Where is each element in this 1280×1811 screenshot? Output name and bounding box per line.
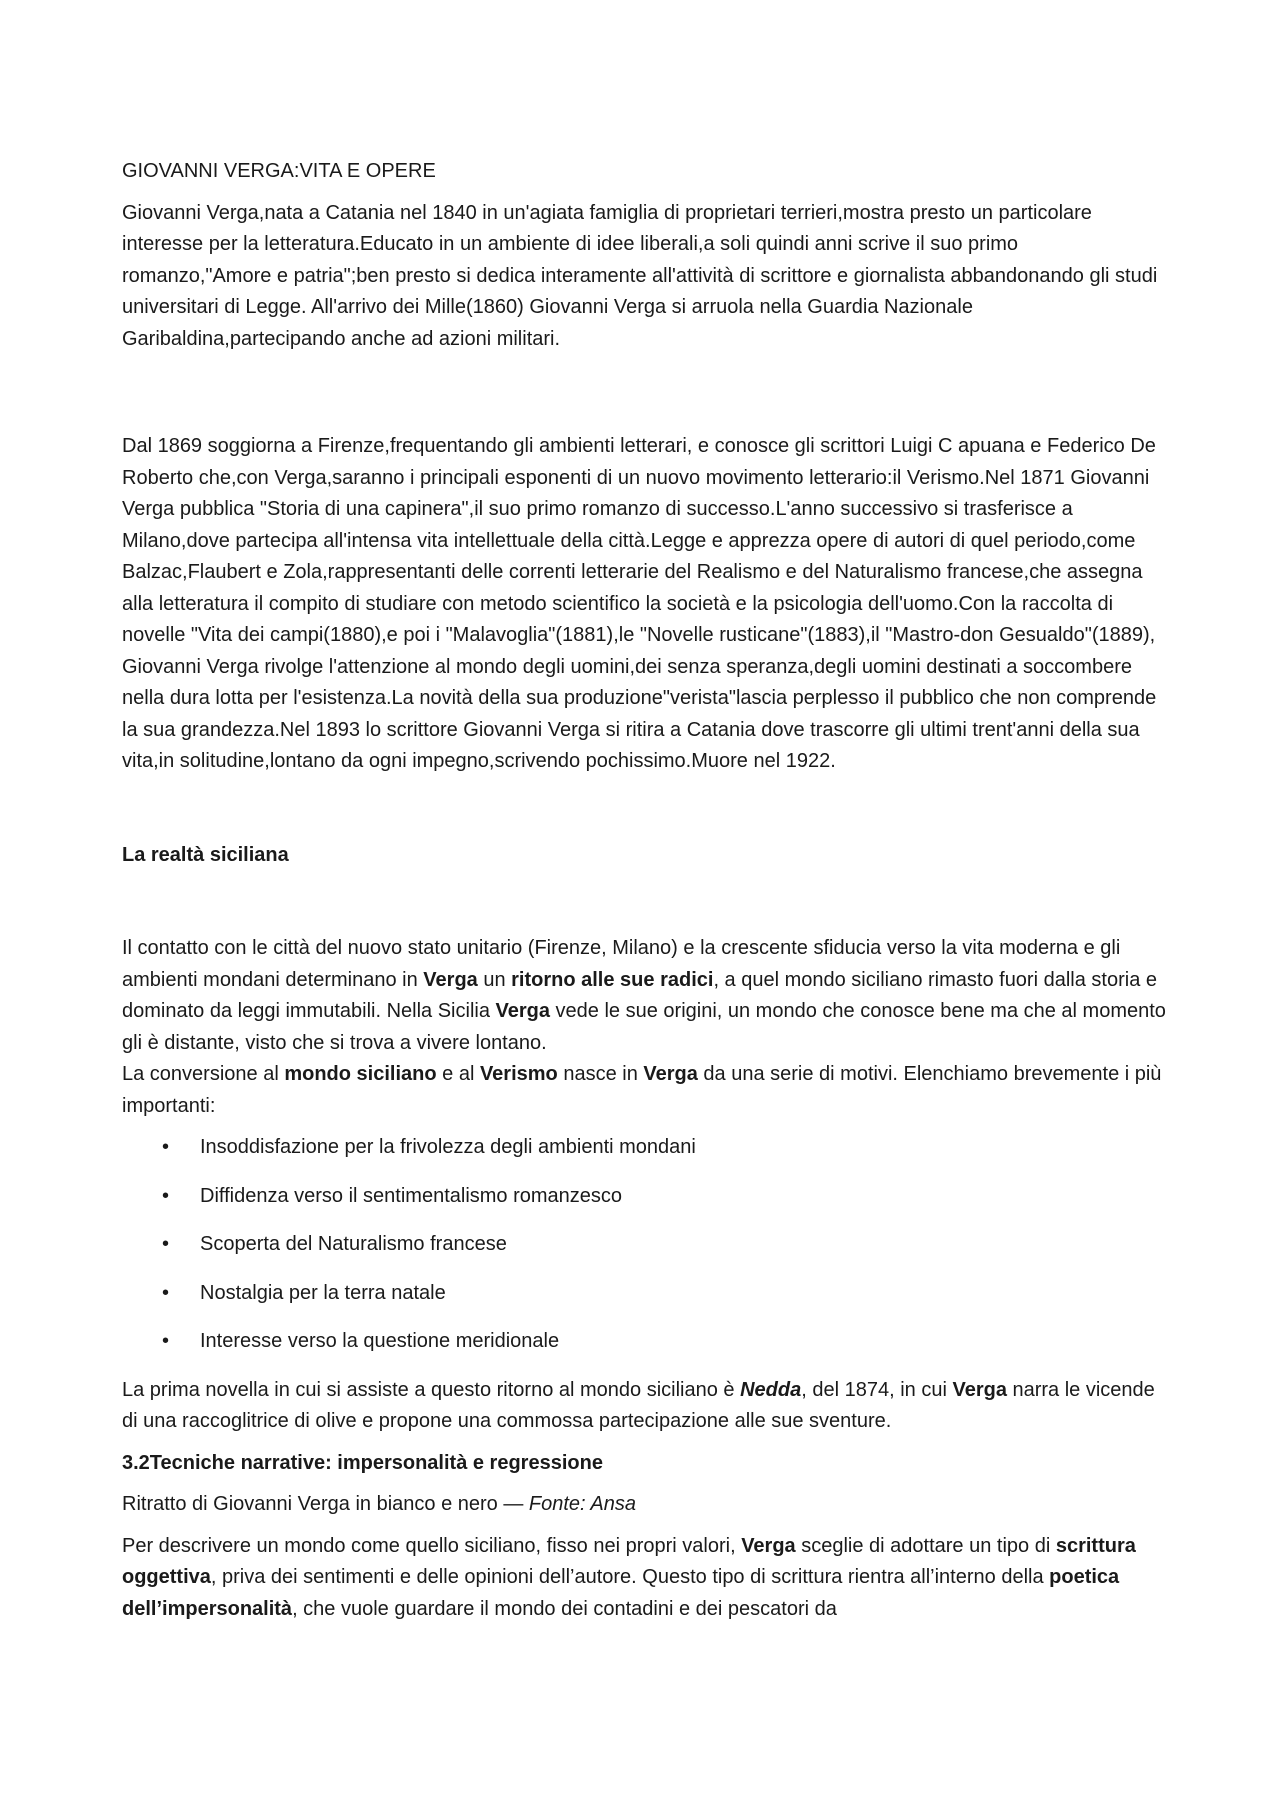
text-run: Il contatto con le città del nuovo stato unitario (Firenze, Milano) e la crescente sfiducia verso la vita moderna e gli ambienti mondani determinano in [122,937,1121,991]
list-item [122,1278,1172,1310]
text-run: La conversione al [122,1063,285,1085]
bold-run: poetica dell’impersonalità [122,1566,1120,1620]
text-run: da una serie di motivi. Elenchiamo brevemente i più importanti: [122,1063,1162,1117]
bold-run: Verga [423,968,478,991]
list-item [122,1132,1172,1164]
text-run: , del 1874, in cui [801,1378,953,1401]
list-item-text: Diffidenza verso il sentimentalismo romanzesco [200,1184,623,1207]
list-item-text: Insoddisfazione per la frivolezza degli ambienti mondani [200,1136,696,1158]
text-run: , a quel mondo siciliano rimasto fuori dalla storia e dominato da leggi immutabili. Nella Sicilia [122,968,1157,1022]
text-run: Per descrivere un mondo come quello siciliano, fisso nei propri valori, [122,1534,742,1557]
section-heading: La realtà siciliana [122,843,289,866]
text-run: sceglie di adottare un tipo di [795,1534,1056,1557]
document-body [122,156,1172,1625]
bold-run: Verga [643,1063,698,1085]
list-item [122,1326,1172,1358]
caption-text: Ritratto di Giovanni Verga in bianco e nero — [122,1493,529,1515]
bold-run: Verga [741,1534,796,1557]
text-run: e al [436,1063,480,1085]
bold-italic-run: Nedda [740,1378,802,1401]
bullet-icon: • [162,1233,170,1255]
bold-run: Verga [495,1000,550,1022]
bold-run: Verismo [479,1063,558,1085]
bold-run: mondo siciliano [284,1063,437,1085]
paragraph-vita-giovinezza: Giovanni Verga,nata a Catania nel 1840 in un'agiata famiglia di proprietari terrieri,mostra presto un particolare interesse per la letteratura.Educato in un ambiente di idee liberali,a soli quindi anni scrive il suo primo romanzo,"Amore e patria";ben presto si dedica interamente all'attività di scrittore e giornalista abbandonando gli studi universitari di Legge. All'arrivo dei Mille(1860) Giovanni Verga si arruola nella Guardia Nazionale Garibaldina,partecipando anche ad azioni militari. [122,201,1158,350]
bold-run: Verga [952,1378,1007,1401]
paragraph-contatto-citta [122,933,1172,1122]
motivi-list [122,1132,1172,1358]
list-item-text: Scoperta del Naturalismo francese [200,1233,507,1255]
bullet-icon: • [162,1184,170,1207]
text-run: nasce in [557,1063,644,1085]
bold-run: scrittura oggettiva [122,1534,1136,1588]
bullet-icon: • [162,1136,170,1158]
document-title: GIOVANNI VERGA:VITA E OPERE [122,160,436,182]
text-run: , priva dei sentimenti e delle opinioni dell’autore. Questo tipo di scrittura rientra all’interno della [210,1566,1050,1588]
text-run: La prima novella in cui si assiste a questo ritorno al mondo siciliano è [122,1378,741,1401]
image-caption [122,1489,1172,1521]
paragraph-impersonalita [122,1531,1172,1626]
caption-source: Fonte: Ansa [528,1493,637,1515]
list-item [122,1229,1172,1261]
bold-run: ritorno alle sue radici [511,968,714,991]
paragraph-nedda [122,1375,1172,1438]
list-item-text: Interesse verso la questione meridionale [200,1330,560,1352]
text-run: un [477,968,512,991]
text-run: narra le vicende di una raccoglitrice di olive e propone una commossa partecipazione alle sue sventure. [122,1378,1155,1432]
list-item [122,1181,1172,1213]
list-item-text: Nostalgia per la terra natale [200,1281,446,1304]
paragraph-firenze-milano: Dal 1869 soggiorna a Firenze,frequentando gli ambienti letterari, e conosce gli scrittori Luigi C apuana e Federico De Roberto che,con Verga,saranno i principali esponenti di un nuovo movimento letterario:il Verismo.Nel 1871 Giovanni Verga pubblica "Storia di una capinera",il suo primo romanzo di successo.L'anno successivo si trasferisce a Milano,dove partecipa all'intensa vita intellettuale della città.Legge e apprezza opere di autori di quel periodo,come Balzac,Flaubert e Zola,rappresentanti delle correnti letterarie del Realismo e del Naturalismo francese,che assegna alla letteratura il compito di studiare con metodo scientifico la società e la psicologia dell'uomo.Con la raccolta di novelle "Vita dei campi(1880),e poi i "Malavoglia"(1881),le "Novelle rusticane"(1883),il "Mastro-don Gesualdo"(1889), Giovanni Verga rivolge l'attenzione al mondo degli uomini,dei senza speranza,degli uomini destinati a soccombere nella dura lotta per l'esistenza.La novità della sua produzione"verista"lascia perplesso il pubblico che non comprende la sua grandezza.Nel 1893 lo scrittore Giovanni Verga si ritira a Catania dove trascorre gli ultimi trent'anni della sua vita,in solitudine,lontano da ogni impegno,scrivendo pochissimo.Muore nel 1922. [122,435,1157,772]
text-run: , che vuole guardare il mondo dei contadini e dei pescatori da [292,1597,837,1620]
bullet-icon: • [162,1330,170,1352]
bullet-icon: • [162,1281,170,1304]
subheading: 3.2Tecniche narrative: impersonalità e regressione [122,1451,603,1474]
text-run: vede le sue origini, un mondo che conosce bene ma che al momento gli è distante, visto che si trova a vivere lontano. [122,1000,1166,1054]
